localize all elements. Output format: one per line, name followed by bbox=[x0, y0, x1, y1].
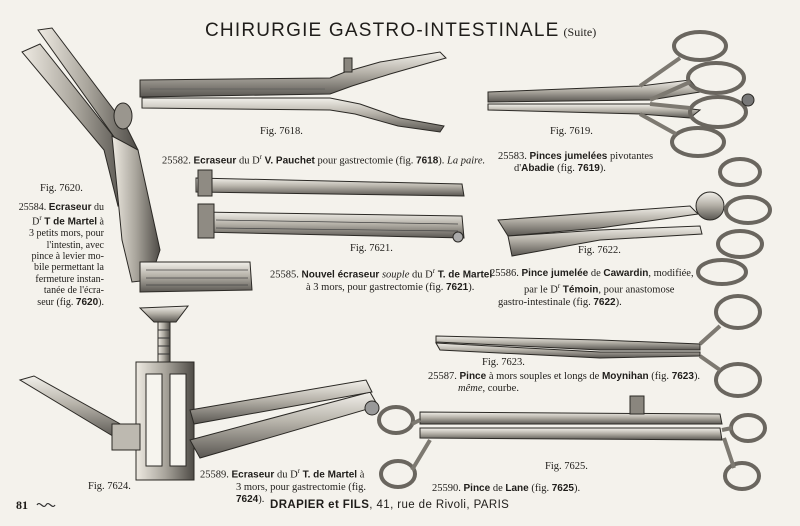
caption-text: D bbox=[32, 216, 40, 228]
caption-25582 bbox=[162, 151, 485, 168]
caption-text: de bbox=[492, 483, 503, 494]
page-title bbox=[205, 20, 596, 42]
caption-text: d' bbox=[514, 163, 522, 174]
caption-text: ). bbox=[98, 296, 104, 308]
doctor-name: Lane bbox=[505, 483, 529, 494]
doctor-name: Cawardin bbox=[603, 268, 649, 279]
fig-label-7621: Fig. 7621. bbox=[350, 243, 393, 254]
illustration-fig-7621 bbox=[196, 170, 464, 242]
doctor-name: T de Martel bbox=[44, 216, 98, 228]
caption-text: par le D bbox=[524, 284, 558, 296]
caption-sup: r bbox=[557, 282, 561, 290]
illustration-fig-7622 bbox=[498, 159, 770, 284]
caption-text: ). bbox=[468, 281, 475, 293]
instrument-name: Ecraseur bbox=[193, 155, 237, 167]
caption-text: pivotantes bbox=[609, 151, 654, 162]
caption-text: ). bbox=[258, 493, 265, 505]
caption-line bbox=[428, 383, 700, 395]
caption-text: (fig. bbox=[651, 371, 670, 382]
caption-text: à bbox=[99, 216, 104, 228]
caption-number: 25585. bbox=[270, 269, 299, 281]
caption-sup: r bbox=[259, 153, 262, 161]
caption-line: fermeture instan- bbox=[35, 273, 104, 285]
caption-line bbox=[18, 213, 104, 228]
caption-25586 bbox=[490, 268, 694, 309]
instrument-name: Ecraseur bbox=[48, 202, 92, 213]
fig-label-7624: Fig. 7624. bbox=[88, 481, 131, 492]
doctor-name: T. de Martel bbox=[302, 469, 358, 481]
doctor-name: T. de Martel bbox=[437, 269, 493, 281]
caption-text: seur (fig. bbox=[37, 296, 74, 308]
fig-label-7625: Fig. 7625. bbox=[545, 461, 588, 472]
instrument-name: Pince bbox=[463, 483, 491, 494]
caption-line: 3 petits mors, pour bbox=[29, 228, 104, 240]
caption-text: ). bbox=[599, 163, 606, 174]
caption-25587 bbox=[428, 371, 700, 395]
doctor-name: V. Pauchet bbox=[264, 155, 315, 167]
caption-fig-ref: 7618 bbox=[416, 155, 439, 167]
caption-text: du D bbox=[276, 469, 298, 481]
fig-label-7622: Fig. 7622. bbox=[578, 245, 621, 256]
caption-fig-ref: 7620 bbox=[75, 296, 99, 308]
caption-text: ). bbox=[574, 483, 581, 494]
caption-number: 25582. bbox=[162, 155, 191, 167]
caption-number: 25583. bbox=[498, 151, 527, 162]
page-title-suite: (Suite) bbox=[563, 25, 597, 39]
illustration-fig-7625 bbox=[379, 396, 765, 489]
caption-text: (fig. bbox=[531, 483, 550, 494]
caption-line bbox=[18, 202, 104, 213]
ornament-icon bbox=[36, 500, 56, 513]
caption-text: à bbox=[359, 469, 365, 481]
doctor-name: Abadie bbox=[521, 163, 555, 174]
illustration-fig-7624 bbox=[20, 306, 379, 480]
instrument-name: Pince bbox=[459, 371, 487, 382]
caption-25583 bbox=[498, 151, 653, 175]
doctor-name: Témoin bbox=[562, 284, 599, 296]
publisher-line bbox=[270, 499, 509, 511]
instrument-name: Pinces jumelées bbox=[529, 151, 608, 162]
caption-line bbox=[490, 297, 694, 309]
caption-number: 25590. bbox=[432, 483, 461, 494]
caption-sup: r bbox=[39, 214, 42, 223]
caption-number: 25584. bbox=[18, 202, 47, 213]
caption-line: bile permettant la bbox=[34, 262, 104, 274]
caption-line bbox=[490, 268, 694, 280]
caption-line bbox=[428, 371, 700, 383]
caption-text: , modifiée, bbox=[648, 268, 694, 279]
publisher-address: , 41, rue de Rivoli, PARIS bbox=[369, 499, 510, 511]
caption-25585 bbox=[270, 265, 492, 294]
caption-text: du D bbox=[412, 269, 433, 281]
caption-text: ). bbox=[615, 296, 622, 308]
page-number: 81 bbox=[16, 498, 28, 512]
instrument-name: Ecraseur bbox=[231, 469, 275, 481]
caption-line bbox=[498, 163, 653, 175]
fig-label-7623: Fig. 7623. bbox=[482, 357, 525, 368]
caption-number: 25586. bbox=[490, 268, 519, 279]
caption-line bbox=[498, 151, 653, 163]
caption-line: 3 mors, pour gastrectomie (fig. bbox=[236, 481, 367, 493]
caption-text: ). bbox=[438, 155, 445, 167]
instrument-name: Pince jumelée bbox=[521, 268, 589, 279]
caption-italic: même bbox=[458, 383, 483, 394]
caption-text: à mors souples et longs de bbox=[488, 371, 600, 382]
caption-text: du D bbox=[238, 155, 260, 167]
caption-sup: r bbox=[432, 267, 436, 275]
caption-italic: La paire. bbox=[447, 155, 486, 167]
caption-text: pour gastrectomie (fig. bbox=[317, 155, 414, 167]
caption-text: du bbox=[94, 202, 104, 213]
caption-line bbox=[18, 297, 104, 308]
caption-line bbox=[200, 465, 366, 482]
caption-line: tanée de l'écra- bbox=[43, 285, 104, 297]
caption-sup: r bbox=[297, 467, 300, 475]
caption-text: à 3 mors, pour gastrectomie (fig. bbox=[306, 281, 444, 293]
caption-25590 bbox=[432, 483, 580, 495]
caption-fig-ref: 7621 bbox=[445, 281, 469, 293]
doctor-name: Moynihan bbox=[601, 371, 649, 382]
caption-line bbox=[270, 265, 492, 282]
caption-line: l'intestin, avec bbox=[46, 239, 104, 251]
fig-label-7619: Fig. 7619. bbox=[550, 126, 593, 137]
caption-fig-ref: 7622 bbox=[593, 296, 616, 308]
caption-fig-ref: 7623 bbox=[671, 371, 694, 382]
caption-number: 25589. bbox=[200, 469, 229, 481]
caption-fig-ref: 7624 bbox=[236, 493, 259, 505]
page-title-text: CHIRURGIE GASTRO-INTESTINALE bbox=[205, 20, 560, 41]
caption-text: (fig. bbox=[557, 163, 575, 174]
caption-fig-ref: 7625 bbox=[551, 483, 574, 494]
fig-label-7620: Fig. 7620. bbox=[40, 183, 83, 194]
caption-line: pince à levier mo- bbox=[31, 250, 104, 262]
caption-25584 bbox=[18, 202, 104, 308]
caption-text: , pour anastomose bbox=[598, 284, 675, 296]
publisher-name: DRAPIER et FILS bbox=[270, 499, 370, 511]
caption-text: de bbox=[590, 268, 601, 279]
caption-line bbox=[490, 280, 694, 297]
caption-fig-ref: 7619 bbox=[577, 163, 600, 174]
caption-line bbox=[270, 282, 492, 294]
caption-number: 25587. bbox=[428, 371, 457, 382]
caption-text: , courbe. bbox=[482, 383, 519, 394]
illustration-fig-7619 bbox=[488, 32, 754, 156]
caption-text: gastro-intestinale (fig. bbox=[498, 296, 591, 308]
fig-label-7618: Fig. 7618. bbox=[260, 126, 303, 137]
caption-italic: souple bbox=[381, 269, 410, 281]
caption-text: ). bbox=[693, 371, 701, 382]
illustration-fig-7618 bbox=[140, 52, 446, 132]
instrument-name: Nouvel écraseur bbox=[301, 269, 380, 281]
